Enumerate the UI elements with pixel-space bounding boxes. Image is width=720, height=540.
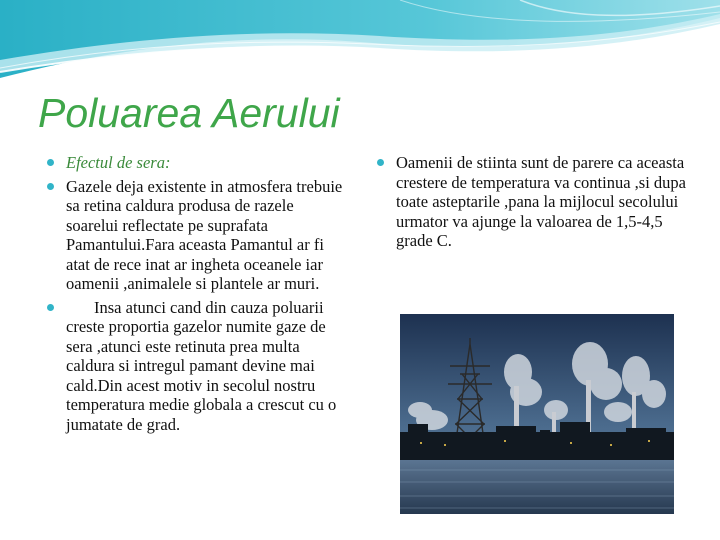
bullet-icon	[377, 159, 384, 166]
paragraph-text: Gazele deja existente in atmosfera trebuie sa retina caldura produsa de razele soarelui reflectate pe suprafata Pamantului.Fara aceasta Pamantul ar fi atat de rece inat ar ingheta oceanele iar oamenii ,animalele si plantele ar muri.	[66, 176, 343, 293]
list-item	[46, 153, 346, 173]
section-heading: Efectul de sera:	[66, 153, 171, 172]
list-item	[376, 153, 686, 251]
list-item	[46, 177, 346, 294]
bullet-icon	[47, 159, 54, 166]
bullet-icon	[47, 304, 54, 311]
right-column	[376, 153, 686, 255]
pollution-photo	[400, 314, 674, 514]
paragraph-text: Insa atunci cand din cauza poluarii creste proportia gazelor numite gaze de sera ,atunci este retinuta prea multa caldura si intregul pamant devine mai cald.Din acest motiv in secolul nostru temperatura medie globala a crescut cu o jumatate de grad.	[66, 297, 337, 434]
paragraph-text: Oamenii de stiinta sunt de parere ca aceasta crestere de temperatura va continua ,si dupa toate asteptarile ,pana la mijlocul secolului urmator va ajunge la valoarea de 1,5-4,5 grade C.	[396, 153, 686, 250]
bullet-icon	[47, 183, 54, 190]
list-item	[46, 298, 346, 435]
header-wave-decoration	[0, 0, 720, 90]
left-column	[46, 153, 346, 438]
slide-title: Poluarea Aerului	[38, 90, 340, 136]
